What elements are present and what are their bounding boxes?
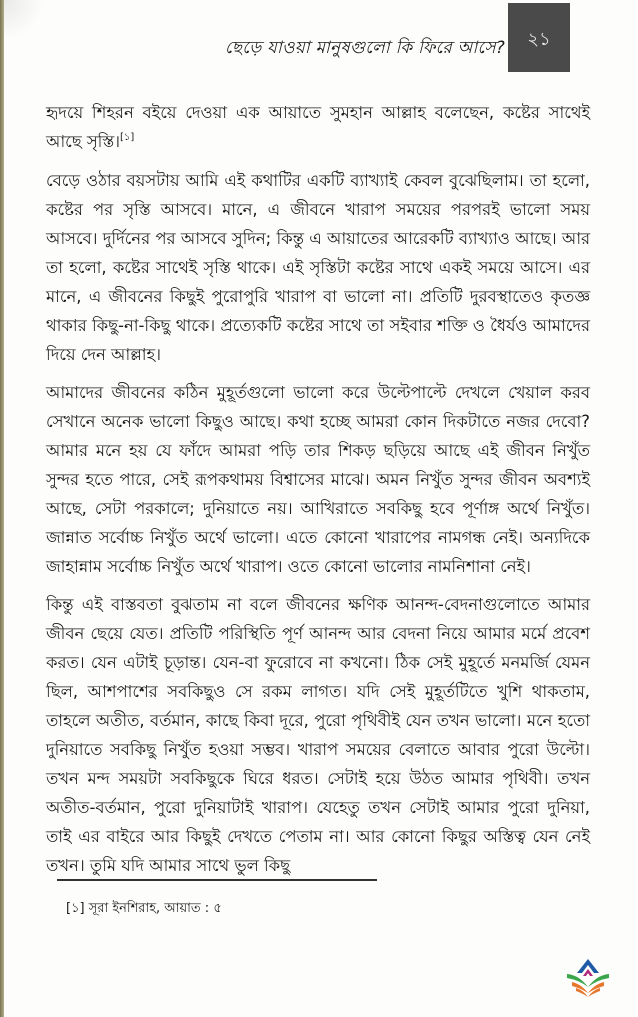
footnote-marker: [১] (66, 901, 85, 916)
logo-inner-chevron (583, 969, 593, 976)
paragraph (46, 378, 590, 581)
paragraph-text: আমাদের জীবনের কঠিন মুহূর্তগুলো ভালো করে উল্টেপাল্টে দেখলে খেয়াল করব সেখানে অনেক ভালো কিছুও আছে। কথা হচ্ছে আমরা কোন দিকটাতে নজর দেবো? আমার মনে হয় যে ফাঁদে আমরা পড়ি তার শিকড় ছড়িয়ে আছে এই জীবন নিখুঁত সুন্দর হতে পারে, সেই রূপকথাময় বিশ্বাসের মাঝে। অমন নিখুঁত সুন্দর জীবন অবশ্যই আছে, সেটা পরকালে; দুনিয়াতে নয়। আখিরাতে সবকিছু হবে পূর্ণাঙ্গ অর্থে নিখুঁত। জান্নাত সর্বোচ্চ নিখুঁত অর্থে ভালো। এতে কোনো খারাপের নামগন্ধ নেই। অন্যদিকে জাহান্নাম সর্বোচ্চ নিখুঁত অর্থে খারাপ। ওতে কোনো ভালোর নামনিশানা নেই। (46, 383, 590, 576)
paragraph-text: কিন্তু এই বাস্তবতা বুঝতাম না বলে জীবনের ক্ষণিক আনন্দ-বেদনাগুলোতে আমার জীবন ছেয়ে যেত। প্রতিটি পরিস্থিতি পূর্ণ আনন্দ আর বেদনা নিয়ে আমার মর্মে প্রবেশ করত। যেন এটাই চূড়ান্ত। যেন-বা ফুরোবে না কখনো। ঠিক সেই মুহূর্তে মনমর্জি যেমন ছিল, আশপাশের সবকিছুও সে রকম লাগত। যদি সেই মুহূর্তটিতে খুশি থাকতাম, তাহলে অতীত, বর্তমান, কাছে কিবা দূরে, পুরো পৃথিবীই যেন তখন ভালো। মনে হতো দুনিয়াতে সবকিছু নিখুঁত হওয়া সম্ভব। খারাপ সময়ের বেলাতে আবার পুরো উল্টো। তখন মন্দ সময়টা সবকিছুকে ঘিরে ধরত। সেটাই হয়ে উঠত আমার পৃথিবী। তখন অতীত-বর্তমান, পুরো দুনিয়াটাই খারাপ। যেহেতু তখন সেটাই আমার পুরো দুনিয়া, তাই এর বাইরে আর কিছুই দেখতে পেতাম না। আর কোনো কিছুর অস্তিত্ব যেন নেই তখন। তুমি যদি আমার সাথে ভুল কিছু (46, 595, 590, 875)
footnote (66, 899, 222, 920)
paragraph-text: বেড়ে ওঠার বয়সটায় আমি এই কথাটির একটি ব্যাখ্যাই কেবল বুঝেছিলাম। তা হলো, কষ্টের পর সৃস্তি আসবে। মানে, এ জীবনে খারাপ সময়ের পরপরই ভালো সময় আসবে। দুর্দিনের পর আসবে সুদিন; কিন্তু এ আয়াতের আরেকটি ব্যাখ্যাও আছে। আর তা হলো, কষ্টের সাথেই সৃস্তি থাকে। এই সৃস্তিটা কষ্টের সাথে একই সময়ে আসে। এর মানে, এ জীবনের কিছুই পুরোপুরি খারাপ বা ভালো না। প্রতিটি দুরবস্থাতেও কৃতজ্ঞ থাকার কিছু-না-কিছু থাকে। প্রত্যেকটি কষ্টের সাথে তা সইবার শক্তি ও ধৈর্যও আমাদের দিয়ে দেন আল্লাহ। (46, 171, 590, 364)
footnote-reference[interactable]: [১] (120, 132, 135, 143)
running-title: ছেড়ে যাওয়া মানুষগুলো কি ফিরে আসে? (224, 38, 505, 58)
footnote-divider (57, 879, 377, 881)
body-text (46, 98, 590, 889)
publisher-logo-icon (565, 957, 611, 1001)
footnote-text: সূরা ইনশিরাহ, আয়াত : ৫ (88, 901, 222, 916)
paragraph (46, 590, 590, 880)
paragraph (46, 166, 590, 369)
book-spine-edge (0, 0, 4, 1017)
page-number-box (508, 3, 570, 72)
page-number: ২১ (527, 29, 551, 50)
paragraph (46, 98, 590, 156)
paragraph-text: হৃদয়ে শিহরন বইয়ে দেওয়া এক আয়াতে সুমহান আল্লাহ বলেছেন, কষ্টের সাথেই আছে সৃস্তি। (46, 103, 590, 151)
page-shadow (4, 0, 44, 40)
